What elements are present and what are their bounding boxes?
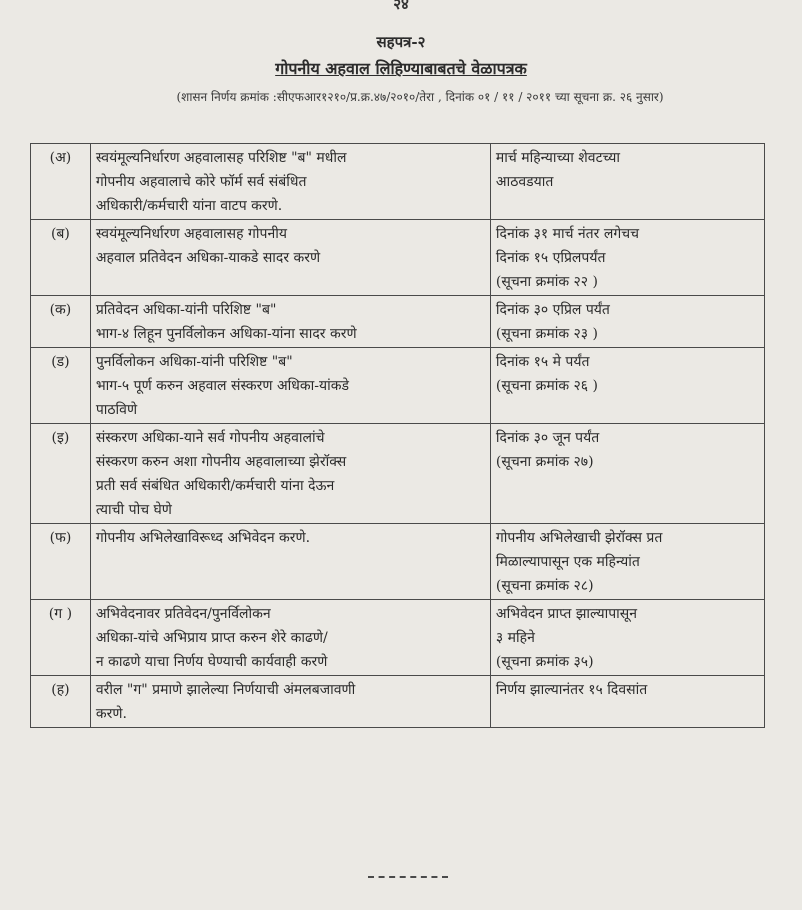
task-text-line: स्वयंमूल्यनिर्धारण अहवालासह गोपनीय xyxy=(95,226,287,242)
task-text-line: न काढणे याचा निर्णय घेण्याची कार्यवाही करणे xyxy=(95,654,328,670)
bottom-divider xyxy=(368,876,448,880)
deadline-text-line: दिनांक ३० जून पर्यंत xyxy=(495,430,600,446)
row-marker: (फ) xyxy=(31,524,91,600)
task-text-line: त्याची पोच घेणे xyxy=(95,502,172,518)
row-marker: (ग ) xyxy=(31,600,91,676)
deadline-text-line: (सूचना क्रमांक २२ ) xyxy=(495,274,598,290)
row-marker: (क) xyxy=(31,296,91,348)
task-text-line: अहवाल प्रतिवेदन अधिका-याकडे सादर करणे xyxy=(95,250,321,266)
row-marker: (अ) xyxy=(31,144,91,220)
task-text-line: करणे. xyxy=(95,706,127,722)
deadline-text-line: दिनांक ३० एप्रिल पर्यंत xyxy=(495,302,610,318)
deadline-text-line: निर्णय झाल्यानंतर १५ दिवसांत xyxy=(495,682,648,698)
task-cell xyxy=(90,296,490,348)
task-text-line: पाठविणे xyxy=(95,402,138,418)
deadline-text-line: आठवडयात xyxy=(495,174,554,190)
task-text-line: वरील "ग" प्रमाणे झालेल्या निर्णयाची अंमलबजावणी xyxy=(95,682,356,698)
task-cell xyxy=(90,424,490,524)
deadline-cell xyxy=(490,676,764,728)
task-text-line: भाग-५ पूर्ण करुन अहवाल संस्करण अधिका-यांकडे xyxy=(95,378,349,394)
row-marker: (ड) xyxy=(31,348,91,424)
deadline-text-line: (सूचना क्रमांक ३५) xyxy=(495,654,594,670)
task-text-line: अधिकारी/कर्मचारी यांना वाटप करणे. xyxy=(95,198,283,214)
reference-line: (शासन निर्णय क्रमांक :सीएफआर१२१०/प्र.क्र.४७/२०१०/तेरा , दिनांक ०१ / ११ / २०११ च्या सूचना क्र. २६ नुसार) xyxy=(176,90,664,104)
deadline-cell xyxy=(490,144,764,220)
task-cell xyxy=(90,144,490,220)
deadline-text-line: (सूचना क्रमांक २६ ) xyxy=(495,378,598,394)
row-marker: (इ) xyxy=(31,424,91,524)
table-row xyxy=(31,600,765,676)
task-cell xyxy=(90,676,490,728)
deadline-text-line: अभिवेदन प्राप्त झाल्यापासून xyxy=(495,606,638,622)
deadline-text-line: गोपनीय अभिलेखाची झेरॉक्स प्रत xyxy=(495,530,663,546)
task-text-line: गोपनीय अभिलेखाविरूध्द अभिवेदन करणे. xyxy=(95,530,311,546)
row-marker: (ह) xyxy=(31,676,91,728)
page-number: २४ xyxy=(393,0,409,13)
task-text-line: संस्करण अधिका-याने सर्व गोपनीय अहवालांचे xyxy=(95,430,325,446)
deadline-cell xyxy=(490,348,764,424)
task-text-line: प्रती सर्व संबंधित अधिकारी/कर्मचारी यांना देऊन xyxy=(95,478,335,494)
deadline-text-line: ३ महिने xyxy=(495,630,535,646)
deadline-text-line: मिळाल्यापासून एक महिन्यांत xyxy=(495,554,640,570)
table-row xyxy=(31,296,765,348)
deadline-cell xyxy=(490,220,764,296)
table-row xyxy=(31,220,765,296)
task-cell xyxy=(90,220,490,296)
task-text-line: पुनर्विलोकन अधिका-यांनी परिशिष्ट "ब" xyxy=(95,354,293,370)
task-text-line: अधिका-यांचे अभिप्राय प्राप्त करुन शेरे काढणे/ xyxy=(95,630,328,646)
deadline-cell xyxy=(490,524,764,600)
table-row xyxy=(31,524,765,600)
task-cell xyxy=(90,348,490,424)
deadline-text-line: (सूचना क्रमांक २३ ) xyxy=(495,326,598,342)
task-text-line: स्वयंमूल्यनिर्धारण अहवालासह परिशिष्ट "ब" मधील xyxy=(95,150,347,166)
table-row xyxy=(31,424,765,524)
table-row xyxy=(31,348,765,424)
table-row xyxy=(31,144,765,220)
task-cell xyxy=(90,600,490,676)
deadline-cell xyxy=(490,600,764,676)
task-text-line: गोपनीय अहवालाचे कोरे फॉर्म सर्व संबंधित xyxy=(95,174,307,190)
deadline-text-line: दिनांक १५ एप्रिलपर्यंत xyxy=(495,250,606,266)
task-text-line: भाग-४ लिहून पुनर्विलोकन अधिका-यांना सादर करणे xyxy=(95,326,357,342)
deadline-cell xyxy=(490,296,764,348)
task-cell xyxy=(90,524,490,600)
task-text-line: संस्करण करुन अशा गोपनीय अहवालाच्या झेरॉक्स xyxy=(95,454,347,470)
deadline-text-line: (सूचना क्रमांक २८) xyxy=(495,578,594,594)
deadline-cell xyxy=(490,424,764,524)
deadline-text-line: दिनांक १५ मे पर्यंत xyxy=(495,354,590,370)
schedule-table xyxy=(30,143,765,728)
schedule-table-body xyxy=(31,144,765,728)
row-marker: (ब) xyxy=(31,220,91,296)
task-text-line: प्रतिवेदन अधिका-यांनी परिशिष्ट "ब" xyxy=(95,302,277,318)
deadline-text-line: मार्च महिन्याच्या शेवटच्या xyxy=(495,150,620,166)
task-text-line: अभिवेदनावर प्रतिवेदन/पुनर्विलोकन xyxy=(95,606,271,622)
deadline-text-line: दिनांक ३१ मार्च नंतर लगेचच xyxy=(495,226,639,242)
deadline-text-line: (सूचना क्रमांक २७) xyxy=(495,454,594,470)
table-row xyxy=(31,676,765,728)
document-subtitle: गोपनीय अहवाल लिहिण्याबाबतचे वेळापत्रक xyxy=(275,59,527,78)
annexure-title: सहपत्र-२ xyxy=(376,33,426,51)
